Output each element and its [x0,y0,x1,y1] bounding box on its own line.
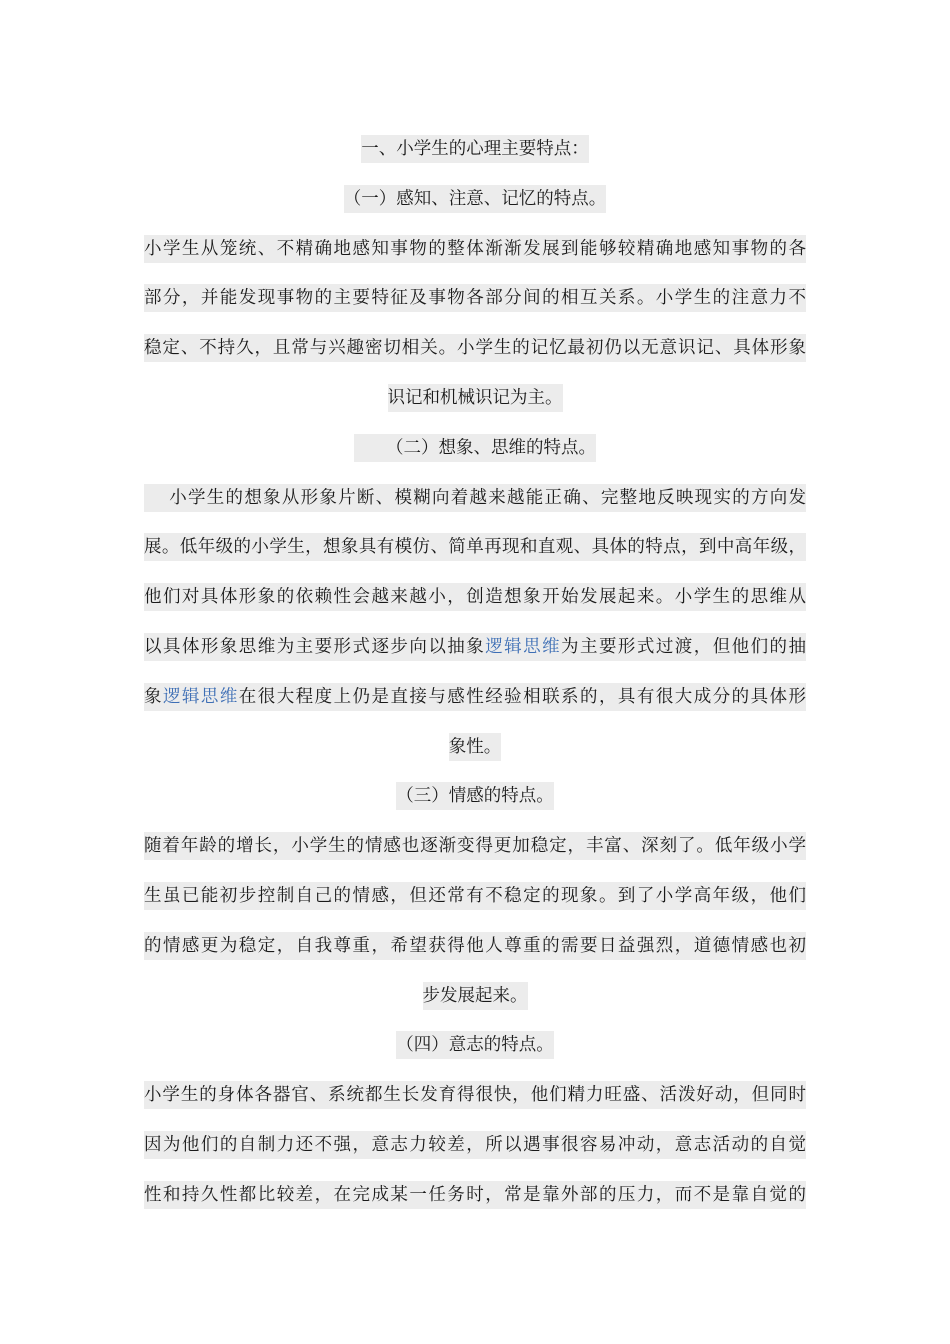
paragraph-line [144,573,806,623]
paragraph-text: 展。低年级的小学生，想象具有模仿、简单再现和直观、具体的特点，到中高年级， [144,533,806,561]
paragraph-line [144,922,806,972]
paragraph-text [144,484,806,512]
paragraph-text: 随着年龄的增长，小学生的情感也逐渐变得更加稳定，丰富、深刻了。低年级小学 [144,832,806,860]
document-page [144,125,806,1221]
paragraph-text [144,633,806,661]
paragraph-last-line [144,723,806,773]
paragraph-text: 识记和机械识记为主。 [388,384,563,412]
paragraph-text: 小学生的身体各器官、系统都生长发育得很快，他们精力旺盛、活泼好动，但同时 [144,1081,806,1109]
paragraph-line [144,1071,806,1121]
paragraph-line [144,872,806,922]
paragraph-text: 象性。 [449,733,502,761]
main-heading-line [144,125,806,175]
paragraph-text: 因为他们的自制力还不强，意志力较差，所以遇事很容易冲动，意志活动的自觉 [144,1131,806,1159]
paragraph-last-line [144,972,806,1022]
section-title-emotion: （三）情感的特点。 [396,782,554,810]
paragraph-line [144,822,806,872]
paragraph-text: 他们对具体形象的依赖性会越来越小，创造想象开始发展起来。小学生的思维从 [144,583,806,611]
paragraph-text [144,683,806,711]
main-heading: 一、小学生的心理主要特点： [361,135,589,163]
paragraph-line [144,274,806,324]
paragraph-line [144,523,806,573]
section-title-line [144,772,806,822]
paragraph-text: 步发展起来。 [423,982,528,1010]
paragraph-text: 稳定、不持久，且常与兴趣密切相关。小学生的记忆最初仍以无意识记、具体形象 [144,334,806,362]
paragraph-text-segment: 以具体形象思维为主要形式逐步向以抽象 [144,636,486,657]
section-title-line [144,424,806,474]
logic-thinking-link[interactable]: 逻辑思维 [162,686,239,707]
paragraph-last-line [144,374,806,424]
logic-thinking-link[interactable]: 逻辑思维 [485,636,562,657]
paragraph-line [144,623,806,673]
section-title-will: （四）意志的特点。 [396,1031,554,1059]
paragraph-text-segment: 为主要形式过渡，但他们的抽 [561,636,806,657]
section-title-line [144,1021,806,1071]
paragraph-line [144,474,806,524]
section-title-imagination: （二）想象、思维的特点。 [354,434,596,462]
paragraph-text-segment: 小学生的想象从形象片断、模糊向着越来越能正确、完整地反映现实的方向发 [168,487,806,508]
paragraph-line [144,1121,806,1171]
paragraph-text-segment: 在很大程度上仍是直接与感性经验相联系的，具有很大成分的具体形 [238,686,806,707]
paragraph-line [144,324,806,374]
paragraph-line [144,673,806,723]
paragraph-text: 部分，并能发现事物的主要特征及事物各部分间的相互关系。小学生的注意力不 [144,284,806,312]
paragraph-text: 小学生从笼统、不精确地感知事物的整体渐渐发展到能够较精确地感知事物的各 [144,235,806,263]
paragraph-text: 生虽已能初步控制自己的情感，但还常有不稳定的现象。到了小学高年级，他们 [144,882,806,910]
section-title-perception: （一）感知、注意、记忆的特点。 [344,185,607,213]
paragraph-text: 性和持久性都比较差，在完成某一任务时，常是靠外部的压力，而不是靠自觉的 [144,1181,806,1209]
paragraph-line [144,225,806,275]
paragraph-line [144,1171,806,1221]
section-title-line [144,175,806,225]
paragraph-text-segment: 象 [144,686,163,707]
paragraph-text: 的情感更为稳定，自我尊重，希望获得他人尊重的需要日益强烈，道德情感也初 [144,932,806,960]
